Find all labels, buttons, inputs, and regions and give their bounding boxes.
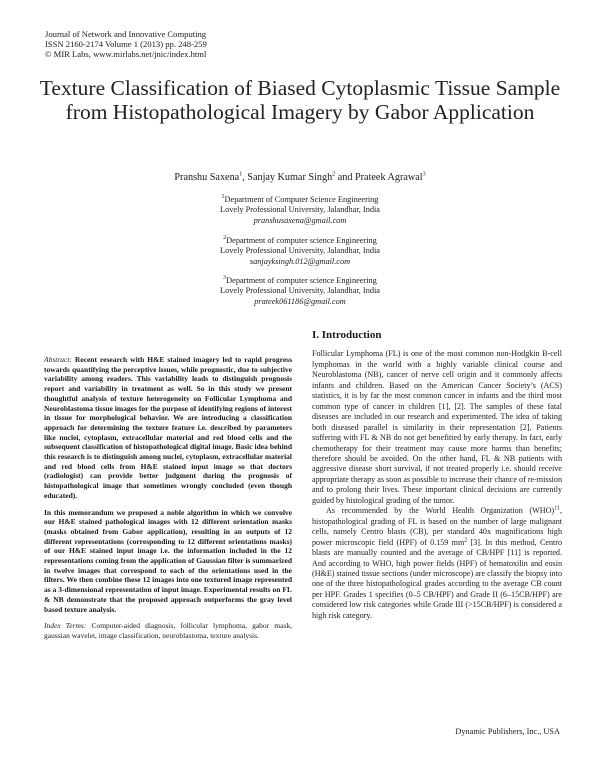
affiliation-email[interactable]: sanjayksingh.012@gmail.com: [249, 256, 351, 266]
abstract-column: [44, 355, 292, 648]
affiliation-sup: 3: [223, 275, 227, 282]
intro-paragraph-1: Follicular Lymphoma (FL) is one of the most common non-Hodgkin B-cell lymphomas in the world with a highly variable clinical course and Neuroblastoma (NB), cancer of nerve cell origin and it commonly affects infants and children. Based on the American Cancer Society’s (ACS) statistics, it is by far the most common cancer in infants and the third most common type of cancer in children [1], [2]. The samples of these fatal diseases are included in our research and experimented. The idea of taking both diseased parallel is similarity in their representation [2]. Patients suffering with FL & NB do not get benefitted by early therapy. In fact, early chemotherapy for their treatment may cause more harms than benefits; therefore should be avoided. On the other hand, FL & NB patients with aggressive disease short survival, if not treated properly i.e. should receive appropriate therapy as soon as possible to increase their chance of re-mission and to prolong their lives. These important clinical decisions are currently guided by histological grading of the tumor.: [312, 349, 562, 505]
affiliation-univ: Lovely Professional University, Jalandhar, India: [220, 205, 380, 215]
affiliation-dept: Department of computer science Engineering: [226, 276, 377, 285]
author-list: [0, 172, 600, 183]
index-terms: [44, 621, 292, 640]
citation-sup: 11: [554, 505, 560, 512]
author-sup: 2: [332, 171, 336, 178]
journal-issn: ISSN 2160-2174 Volume 1 (2013) pp. 248-259: [45, 39, 207, 50]
author-and: and: [335, 172, 355, 183]
author-separator: ,: [242, 172, 248, 183]
author-name: Prateek Agrawal: [354, 172, 423, 183]
affiliation-dept: Department of Computer Science Engineering: [224, 195, 379, 204]
journal-name: Journal of Network and Innovative Computing: [45, 29, 207, 39]
intro-text: , histopathological grading of FL is based on the number of large malignant cells, namely Centro blasts (CB), per standard 40x magnifications high power microscopic field (HPF) of 0.159 mm: [312, 506, 562, 547]
index-terms-text: Computer-aided diagnosis, follicular lymphoma, gabor mask, gaussian wavelet, image classification, neuroblastoma, texture analysis.: [44, 621, 292, 640]
abstract-paragraph: Abstract: Recent research with H&E stained imagery led to rapid progress towards quantifying the perceptive issues, while prognostic, due to subjective variability among readers. This variability leads to distinguish prognosis report and variability in treatment as well. So in this study we present thoughtful analysis of texture heterogeneity on Follicular Lymphoma and Neuroblastoma tissue images for the purpose of identifying regions of interest in tissue for morphological behavior. We are introducing a classification approach for determining the texture feature i.e. described by parameters like nuclei, cytoplasm, extracellular material and red blood cells and the subsequent classification of histopathological digital image. Basic idea behind this research is to distinguish among nuclei, cytoplasm, extracellular material and red blood cells from H&E stained input image so that doctors (radiologist) can provide better judgment during the prognosis of histopathological image that sometimes wrongly concluded (even though educated).: [44, 355, 292, 500]
journal-url: © MIR Labs, www.mirlabs.net/jnic/index.html: [45, 49, 207, 60]
intro-text: [3]. In this method, Centro blasts are manually counted and the average of CB/HPF [11] is reported. And according to WHO, high power fields (HPF) of hematoxilin and eosin (H&E) stained tissue sections (under microscope) are classify the biopsy into one of the three histopathological grades according to the average CB count per HPF. Grades 1 specifies (0–5 CB/HPF) and Grade II (6–15CB/HPF) are considered low risk categories while Grade III (>15CB/HPF) is considered a high risk category.: [312, 537, 562, 620]
paper-title: Texture Classification of Biased Cytoplasmic Tissue Sample from Histopathological Imagery by Gabor Application: [39, 76, 561, 124]
author-name: Sanjay Kumar Singh: [247, 172, 333, 183]
abstract-paragraph-2: In this memorandum we proposed a noble algorithm in which we convolve our H&E stained pathological images with 12 different orientation masks (masks obtained from Gabor application), resulting in an outputs of 12 different representations (corresponding to 12 different orientations masks) of our H&E stained input image i.e. the information included in the 12 representations coming from the application of Gaussian filter is summarized in twelve images that correspond to each of the orientations used in the filters. We then combine these 12 images into one textured image represented as a 3-dimensional representation of input image. Experimental results on FL & NB demonstrate that the proposed approach outperforms the gray level based texture analysis.: [44, 507, 292, 614]
abstract-text-1: Recent research with H&E stained imagery led to rapid progress towards quantifying the perceptive issues, while prognostic, due to subjective variability among readers. This variability leads to distinguish prognosis report and variability in treatment as well. So in this study we present thoughtful analysis of texture heterogeneity on Follicular Lymphoma and Neuroblastoma tissue images for the purpose of identifying regions of interest in tissue for morphological behavior. We are introducing a classification approach for determining the texture feature i.e. described by parameters like nuclei, cytoplasm, extracellular material and red blood cells and the subsequent classification of histopathological digital image. Basic idea behind this research is to distinguish among nuclei, cytoplasm, extracellular material and red blood cells from H&E stained input image so that doctors (radiologist) can provide better judgment during the prognosis of histopathological image that sometimes wrongly concluded (even though educated).: [44, 355, 292, 500]
intro-paragraph-2: [312, 506, 562, 621]
affiliation-sup: 2: [223, 235, 227, 242]
abstract-label: Abstract: [44, 355, 70, 364]
index-terms-label: Index Terms:: [44, 621, 87, 631]
intro-text: As recommended by the World Health Organization (WHO): [326, 506, 555, 516]
journal-header: [45, 29, 207, 60]
author-sup: 1: [239, 171, 243, 178]
affiliation-1: [150, 195, 450, 226]
affiliation-sup: 1: [221, 194, 225, 201]
affiliation-dept: Department of computer science Engineering: [226, 236, 377, 245]
section-heading: I. Introduction: [312, 329, 382, 341]
publisher-footer: Dynamic Publishers, Inc., USA: [455, 727, 560, 736]
affiliation-email[interactable]: pranshusaxena@gmail.com: [253, 215, 347, 225]
unit-sup: 2: [464, 536, 468, 543]
affiliation-email[interactable]: prateek061186@gmail.com: [254, 296, 346, 306]
affiliation-univ: Lovely Professional University, Jalandhar, India: [220, 246, 380, 256]
author-name: Pranshu Saxena: [174, 172, 240, 183]
affiliation-2: [150, 236, 450, 267]
introduction-column: [312, 330, 562, 621]
affiliation-univ: Lovely Professional University, Jalandhar, India: [220, 286, 380, 296]
author-sup: 3: [422, 171, 426, 178]
affiliation-3: [150, 276, 450, 307]
